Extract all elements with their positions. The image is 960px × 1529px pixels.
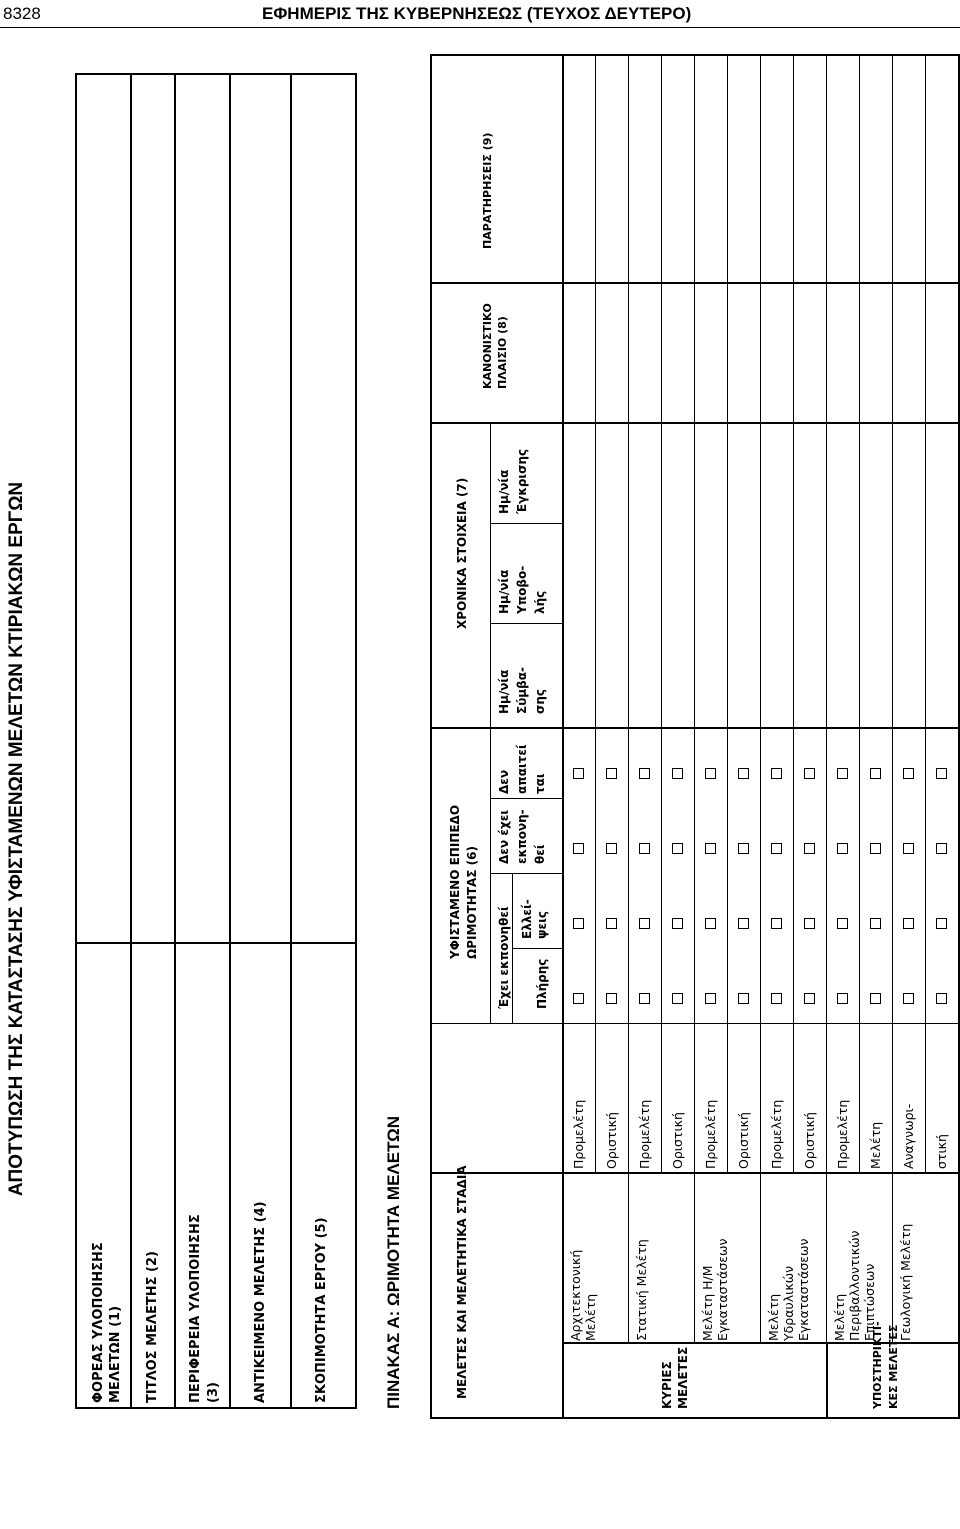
checkbox[interactable]: [738, 768, 749, 779]
col-not-done-3: θεί: [533, 844, 547, 864]
study-name-line: Μελέτη: [766, 1293, 781, 1341]
info-field-4-line1: ΑΝΤΙΚΕΙΜΕΝΟ ΜΕΛΕΤΗΣ (4): [253, 1201, 268, 1403]
checkbox[interactable]: [804, 993, 815, 1004]
stage-label: Αναγνωρι-: [901, 1103, 916, 1169]
checkbox[interactable]: [639, 843, 650, 854]
study-name: [634, 1239, 649, 1341]
col-has-done: Έχει εκπονηθεί: [497, 906, 511, 1009]
study-name-line: Στατική Μελέτη: [634, 1239, 649, 1341]
checkbox[interactable]: [837, 768, 848, 779]
checkbox[interactable]: [672, 993, 683, 1004]
col-submit-2: Υποβο-: [515, 565, 529, 614]
checkbox[interactable]: [573, 918, 584, 929]
col-existing-1: ΥΦΙΣΤΑΜΕΝΟ ΕΠΙΠΕΔΟ: [448, 804, 462, 959]
main-title: ΑΠΟΤΥΠΩΣΗ ΤΗΣ ΚΑΤΑΣΤΑΣΗΣ ΥΦΙΣΤΑΜΕΝΩΝ ΜΕΛΕΤΩΝ ΚΤΙΡΙΑΚΩΝ ΕΡΓΩΝ: [6, 481, 27, 1197]
checkbox[interactable]: [771, 993, 782, 1004]
study-name-line: Μελέτη: [583, 1293, 598, 1341]
study-name-line: Εγκαταστάσεων: [796, 1238, 811, 1341]
page-number: 8328: [3, 4, 41, 23]
info-field-5-line1: ΣΚΟΠΙΜΟΤΗΤΑ ΕΡΓΟΥ (5): [314, 1217, 329, 1403]
checkbox[interactable]: [804, 843, 815, 854]
checkbox[interactable]: [672, 918, 683, 929]
stage-label: Προμελέτη: [571, 1099, 586, 1169]
info-field-3-line2: (3): [206, 1382, 221, 1403]
info-field-1-line2: ΜΕΛΕΤΩΝ (1): [108, 1305, 123, 1403]
col-contract-3: σης: [533, 688, 547, 714]
checkbox[interactable]: [573, 768, 584, 779]
study-name: [700, 1239, 730, 1341]
col-not-req-1: Δεν: [497, 769, 511, 794]
col-approve-1: Ημ/νία: [497, 469, 511, 514]
checkbox[interactable]: [672, 768, 683, 779]
table-title: ΠΙΝΑΚΑΣ Α: ΩΡΙΜΟΤΗΤΑ ΜΕΛΕΤΩΝ: [384, 1115, 403, 1409]
group-main-1: ΚΥΡΙΕΣ: [660, 1361, 674, 1409]
group-support-1: ΥΠΟΣΤΗΡΙΚΤΙ-: [871, 1321, 884, 1409]
study-name: [568, 1250, 598, 1341]
study-name-line: Υδραυλικών: [781, 1265, 796, 1341]
info-field-3-line1: ΠΕΡΙΦΕΡΕΙΑ ΥΛΟΠΟΙΗΣΗΣ: [188, 1214, 203, 1403]
col-remarks: ΠΑΡΑΤΗΡΗΣΕΙΣ (9): [481, 132, 494, 249]
study-name-line: Περιβαλλοντικών: [847, 1230, 862, 1341]
study-name-line: Επιπτώσεων: [862, 1263, 877, 1341]
checkbox[interactable]: [705, 993, 716, 1004]
col-contract-1: Ημ/νία: [497, 669, 511, 714]
col-studies: ΜΕΛΕΤΕΣ ΚΑΙ ΜΕΛΕΤΗΤΙΚΑ ΣΤΑΔΙΑ: [455, 1165, 469, 1399]
stage-label: στική: [934, 1134, 949, 1169]
checkbox[interactable]: [903, 768, 914, 779]
col-incomplete-2: ψεις: [535, 911, 549, 939]
checkbox[interactable]: [870, 843, 881, 854]
checkbox[interactable]: [705, 768, 716, 779]
study-name-line: Μελέτη Η/Μ: [700, 1265, 715, 1341]
col-submit-1: Ημ/νία: [497, 569, 511, 614]
col-full: Πλήρης: [535, 958, 549, 1009]
header-divider: [0, 27, 960, 28]
study-name: [766, 1239, 811, 1341]
checkbox[interactable]: [738, 843, 749, 854]
col-not-done-1: Δεν έχει: [497, 809, 511, 864]
checkbox[interactable]: [903, 918, 914, 929]
col-approve-2: Έγκρισης: [515, 448, 529, 514]
checkbox[interactable]: [738, 918, 749, 929]
stage-label: Οριστική: [802, 1112, 817, 1169]
checkbox[interactable]: [936, 918, 947, 929]
stage-label: Οριστική: [604, 1112, 619, 1169]
group-support-2: ΚΕΣ ΜΕΛΕΤΕΣ: [887, 1324, 900, 1409]
study-name-line: Γεωλογική Μελέτη: [898, 1223, 913, 1341]
checkbox[interactable]: [738, 993, 749, 1004]
checkbox[interactable]: [936, 843, 947, 854]
col-contract-2: Σύμβα-: [515, 667, 529, 714]
checkbox[interactable]: [573, 993, 584, 1004]
checkbox[interactable]: [837, 918, 848, 929]
study-name-line: Μελέτη: [832, 1293, 847, 1341]
col-existing-2: ΩΡΙΜΟΤΗΤΑΣ (6): [465, 846, 479, 959]
checkbox[interactable]: [804, 768, 815, 779]
col-time: ΧΡΟΝΙΚΑ ΣΤΟΙΧΕΙΑ (7): [455, 477, 469, 629]
col-not-req-2: απαιτεί: [515, 744, 529, 794]
checkbox[interactable]: [870, 993, 881, 1004]
rotated-page-content: [0, 39, 960, 1419]
checkbox[interactable]: [837, 993, 848, 1004]
col-regulatory-2: ΠΛΑΙΣΙΟ (8): [496, 316, 509, 389]
checkbox[interactable]: [936, 993, 947, 1004]
study-name-line: Εγκαταστάσεων: [715, 1238, 730, 1341]
info-field-1-line1: ΦΟΡΕΑΣ ΥΛΟΠΟΙΗΣΗΣ: [91, 1242, 106, 1403]
gazette-title: ΕΦΗΜΕΡΙΣ ΤΗΣ ΚΥΒΕΡΝΗΣΕΩΣ (ΤΕΥΧΟΣ ΔΕΥΤΕΡΟ): [262, 4, 692, 23]
checkbox[interactable]: [606, 768, 617, 779]
stage-label: Οριστική: [670, 1112, 685, 1169]
checkbox[interactable]: [573, 843, 584, 854]
col-incomplete-1: Ελλεί-: [520, 899, 534, 939]
col-regulatory-1: ΚΑΝΟΝΙΣΤΙΚΟ: [481, 303, 494, 389]
col-not-req-3: ται: [533, 773, 547, 794]
checkbox[interactable]: [606, 918, 617, 929]
info-fields-box: [75, 73, 357, 1409]
maturity-table: [430, 54, 960, 1419]
group-main-2: ΜΕΛΕΤΕΣ: [676, 1346, 690, 1409]
checkbox[interactable]: [771, 843, 782, 854]
col-submit-3: λής: [533, 590, 547, 614]
stage-label: Προμελέτη: [769, 1099, 784, 1169]
stage-label: Οριστική: [736, 1112, 751, 1169]
checkbox[interactable]: [639, 768, 650, 779]
study-name: [898, 1224, 913, 1341]
checkbox[interactable]: [606, 843, 617, 854]
checkbox[interactable]: [672, 843, 683, 854]
checkbox[interactable]: [804, 918, 815, 929]
checkbox[interactable]: [771, 918, 782, 929]
col-not-done-2: εκπονη-: [515, 809, 529, 864]
stage-label: Προμελέτη: [835, 1099, 850, 1169]
info-field-2-line1: ΤΙΤΛΟΣ ΜΕΛΕΤΗΣ (2): [145, 1251, 160, 1403]
checkbox[interactable]: [771, 768, 782, 779]
checkbox[interactable]: [705, 918, 716, 929]
checkbox[interactable]: [903, 843, 914, 854]
stage-label: Προμελέτη: [637, 1099, 652, 1169]
checkbox[interactable]: [837, 843, 848, 854]
checkbox[interactable]: [903, 993, 914, 1004]
info-label-divider: [75, 942, 357, 944]
checkbox[interactable]: [870, 918, 881, 929]
stage-label: Προμελέτη: [703, 1099, 718, 1169]
study-name-line: Αρχιτεκτονική: [568, 1249, 583, 1341]
stage-label: Μελέτη: [868, 1121, 883, 1169]
checkbox[interactable]: [606, 993, 617, 1004]
checkbox[interactable]: [639, 918, 650, 929]
checkbox[interactable]: [936, 768, 947, 779]
checkbox[interactable]: [705, 843, 716, 854]
checkbox[interactable]: [870, 768, 881, 779]
checkbox[interactable]: [639, 993, 650, 1004]
